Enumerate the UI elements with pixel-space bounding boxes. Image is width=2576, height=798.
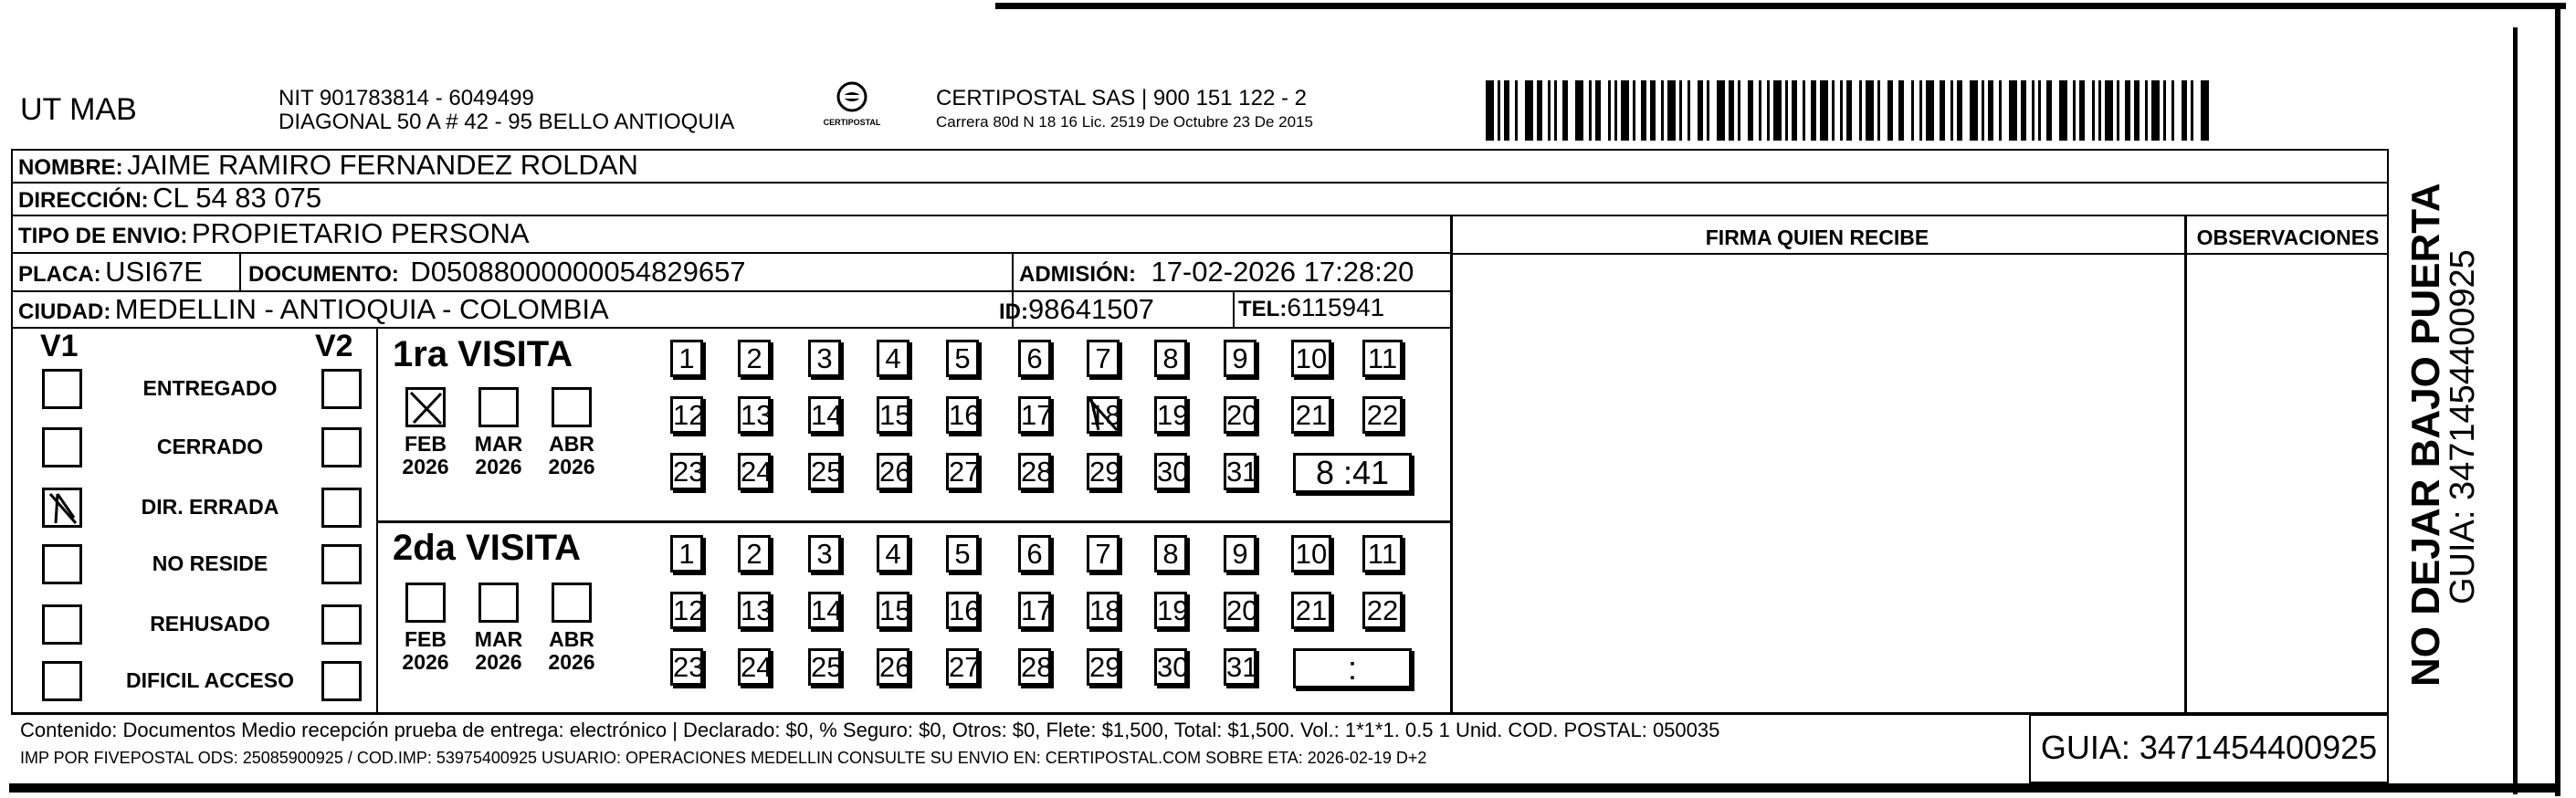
month-checkbox[interactable] (478, 583, 519, 623)
barcode-bar (1589, 80, 1592, 141)
side-warning: NO DEJAR BAJO PUERTA (2403, 183, 2448, 687)
v1-header: V1 (40, 329, 79, 363)
right-border-inner (2513, 27, 2518, 794)
barcode-bar (1679, 80, 1682, 141)
observaciones-header: OBSERVACIONES (2196, 226, 2380, 249)
v1-checkbox[interactable] (42, 604, 82, 645)
barcode-bar (1982, 80, 1984, 141)
day-box[interactable]: 20 (1224, 396, 1256, 434)
v2-checkbox[interactable] (321, 427, 362, 467)
barcode-bar (1898, 80, 1904, 141)
month-name: MAR (474, 627, 523, 651)
logo-text: CERTIPOSTAL (823, 118, 881, 127)
id-label: ID: (999, 299, 1028, 324)
cell-divider (1233, 290, 1235, 329)
right-border-outer (2555, 9, 2560, 796)
documento-label: DOCUMENTO: (248, 262, 399, 287)
v1-checkbox[interactable] (42, 427, 82, 467)
barcode-bar (1832, 80, 1835, 141)
barcode-bar (1575, 80, 1583, 141)
day-box[interactable]: 4 (877, 535, 909, 572)
barcode-bar (1919, 80, 1922, 141)
day-box[interactable]: 14 (808, 396, 841, 434)
day-box[interactable]: 31 (1224, 648, 1256, 686)
barcode-bar (1911, 80, 1914, 141)
cell-divider (239, 252, 241, 290)
barcode-bar (1877, 80, 1880, 141)
day-box[interactable]: 6 (1018, 340, 1051, 377)
tipo-label: TIPO DE ENVIO: (18, 224, 188, 248)
barcode-bar (2134, 80, 2140, 141)
barcode-bar (1988, 80, 1993, 141)
barcode-bar (1748, 80, 1753, 141)
certipostal-logo (813, 80, 891, 127)
day-box[interactable]: 30 (1154, 453, 1187, 490)
row-line (11, 252, 1450, 254)
day-box[interactable]: 20 (1224, 592, 1256, 629)
day-box[interactable]: 26 (877, 453, 909, 490)
v2-checkbox[interactable] (321, 604, 362, 645)
barcode-bar (2125, 80, 2130, 141)
day-box[interactable]: 5 (946, 340, 979, 377)
day-box[interactable]: 10 (1291, 535, 1331, 572)
barcode-bar (2171, 80, 2174, 141)
month-year: 2026 (475, 650, 522, 674)
day-box[interactable]: 21 (1291, 592, 1331, 629)
month-year: 2026 (402, 455, 449, 478)
day-box[interactable]: 11 (1362, 535, 1403, 572)
day-box[interactable] (1087, 396, 1120, 434)
month-year: 2026 (548, 455, 595, 478)
day-box[interactable]: 24 (738, 648, 771, 686)
barcode-bar (1641, 80, 1646, 141)
barcode-bar (1595, 80, 1601, 141)
barcode-bar (2059, 80, 2067, 141)
barcode-bar (1486, 80, 1494, 141)
nombre-row (18, 149, 638, 182)
barcode-bar (2098, 80, 2101, 141)
month-name: ABR (549, 432, 594, 456)
day-box[interactable]: 15 (877, 592, 909, 629)
day-box[interactable]: 12 (670, 592, 703, 629)
status-label: ENTREGADO (142, 376, 278, 400)
day-box[interactable]: 16 (946, 592, 979, 629)
barcode-bar (1840, 80, 1843, 141)
barcode-bar (1554, 80, 1557, 141)
day-box[interactable]: 13 (738, 396, 771, 434)
day-box[interactable]: 2 (738, 340, 771, 377)
barcode-bar (2105, 80, 2113, 141)
barcode-bar (1773, 80, 1782, 141)
barcode-bar (1548, 80, 1551, 141)
status-label: DIFICIL ACCESO (125, 668, 294, 692)
day-box[interactable]: 9 (1224, 535, 1256, 572)
barcode-bar (1661, 80, 1664, 141)
v2-header: V2 (315, 329, 353, 363)
sender-address: DIAGONAL 50 A # 42 - 95 BELLO ANTIOQUIA (279, 110, 735, 134)
v2-checkbox[interactable] (321, 661, 362, 701)
direccion-row (18, 182, 321, 215)
barcode-bar (2145, 80, 2148, 141)
admision-value: 17-02-2026 17:28:20 (1151, 256, 1414, 288)
barcode-bar (2032, 80, 2035, 141)
day-box[interactable]: 28 (1018, 648, 1051, 686)
barcode-bar (1650, 80, 1656, 141)
barcode-bar (1759, 80, 1761, 141)
ciudad-label: CIUDAD: (18, 299, 111, 324)
day-box[interactable]: 4 (877, 340, 909, 377)
barcode-bar (1515, 80, 1518, 141)
barcode-bar (1537, 80, 1542, 141)
day-box[interactable]: 15 (877, 396, 909, 434)
time-box[interactable]: 8 :41 (1293, 453, 1412, 493)
id-field (999, 293, 1154, 326)
direccion-label: DIRECCIÓN: (18, 188, 149, 213)
row-line (11, 215, 2389, 216)
barcode-bar (2038, 80, 2041, 141)
month-label (396, 628, 455, 674)
status-label: DIR. ERRADA (141, 495, 279, 519)
barcode-bar (1820, 80, 1828, 141)
logo-icon (832, 80, 872, 113)
barcode-bar (1887, 80, 1893, 141)
admision-label: ADMISIÓN: (1019, 262, 1136, 287)
barcode-bar (1785, 80, 1788, 141)
barcode-bar (1811, 80, 1816, 141)
barcode-bar (1717, 80, 1725, 141)
documento-field (248, 256, 746, 289)
day-box[interactable]: 1 (670, 535, 703, 572)
barcode-bar (1999, 80, 2002, 141)
v1-checkbox[interactable] (42, 488, 82, 528)
v1-checkbox[interactable] (42, 544, 82, 584)
day-box[interactable]: 25 (808, 648, 841, 686)
barcode-bar (2117, 80, 2119, 141)
barcode-bar (1866, 80, 1874, 141)
ciudad-field (18, 293, 609, 326)
month-label (469, 628, 528, 674)
day-box[interactable]: 23 (670, 648, 703, 686)
month-label (469, 433, 528, 478)
day-box[interactable]: 30 (1154, 648, 1187, 686)
v2-checkbox[interactable] (321, 488, 362, 528)
barcode-bar (1729, 80, 1734, 141)
day-box[interactable]: 27 (946, 453, 979, 490)
day-box[interactable]: 9 (1224, 340, 1256, 377)
x-mark-icon (1086, 394, 1122, 436)
barcode-bar (2009, 80, 2017, 141)
visit1-title: 1ra VISITA (393, 334, 573, 374)
col-header-line (1450, 253, 2389, 255)
id-value: 98641507 (1028, 293, 1154, 325)
day-box[interactable]: 11 (1362, 340, 1403, 377)
barcode-bar (1767, 80, 1770, 141)
v1-checkbox[interactable] (42, 369, 82, 409)
v2-checkbox[interactable] (321, 369, 362, 409)
day-box[interactable]: 17 (1018, 592, 1051, 629)
bottom-border (9, 783, 2557, 793)
month-year: 2026 (475, 455, 522, 478)
footer-imp: IMP POR FIVEPOSTAL ODS: 25085900925 / COD.IMP: 53975400925 USUARIO: OPERACIONES MEDELLIN CONSULTE SU ENVIO EN: CERTIPOSTAL.COM SOBRE ETA: 2026-02-19 D+2 (20, 749, 1427, 767)
day-box[interactable]: 26 (877, 648, 909, 686)
documento-value: D05088000000054829657 (410, 256, 746, 288)
month-year: 2026 (402, 650, 449, 674)
x-mark-icon (408, 390, 445, 426)
day-box[interactable]: 22 (1362, 592, 1403, 629)
day-box[interactable]: 29 (1087, 453, 1120, 490)
barcode-bar (2191, 80, 2193, 141)
barcode-bar (2201, 80, 2209, 141)
barcode-bar (1621, 80, 1629, 141)
barcode-bar (1950, 80, 1953, 141)
company-license: Carrera 80d N 18 16 Lic. 2519 De Octubre 23 De 2015 (936, 113, 1313, 131)
day-box[interactable]: 5 (946, 535, 979, 572)
day-number: 18 (1089, 399, 1121, 431)
barcode-bar (1707, 80, 1709, 141)
day-box[interactable]: 7 (1087, 535, 1120, 572)
barcode-bar (1970, 80, 1978, 141)
company-name: CERTIPOSTAL SAS | 900 151 122 - 2 (936, 86, 1307, 110)
barcode-bar (1688, 80, 1690, 141)
barcode-bar (2163, 80, 2166, 141)
sender-nit: NIT 901783814 - 6049499 (279, 86, 534, 110)
day-box[interactable]: 28 (1018, 453, 1051, 490)
day-box[interactable]: 23 (670, 453, 703, 490)
month-checkbox[interactable] (552, 583, 592, 623)
placa-value: USI67E (105, 256, 203, 288)
day-box[interactable]: 3 (808, 340, 841, 377)
day-box[interactable]: 31 (1224, 453, 1256, 490)
month-checkbox[interactable] (552, 387, 592, 427)
month-checkbox[interactable] (478, 387, 519, 427)
barcode-bar (1940, 80, 1945, 141)
barcode-bar (1738, 80, 1740, 141)
month-checkbox[interactable] (405, 583, 446, 623)
day-box[interactable]: 2 (738, 535, 771, 572)
day-box[interactable]: 13 (738, 592, 771, 629)
day-box[interactable]: 3 (808, 535, 841, 572)
day-box[interactable]: 25 (808, 453, 841, 490)
ciudad-value: MEDELLIN - ANTIOQUIA - COLOMBIA (114, 293, 609, 325)
barcode-bar (1525, 80, 1533, 141)
barcode-bar (2092, 80, 2095, 141)
day-box[interactable]: 19 (1154, 396, 1187, 434)
barcode-bar (1667, 80, 1676, 141)
month-name: MAR (474, 432, 523, 456)
month-name: FEB (405, 432, 447, 456)
barcode-bar (2182, 80, 2187, 141)
firma-divider (1450, 215, 1453, 715)
day-box[interactable]: 6 (1018, 535, 1051, 572)
barcode-bar (1504, 80, 1509, 141)
day-box[interactable]: 18 (1087, 592, 1120, 629)
barcode-bar (1608, 80, 1611, 141)
day-box[interactable]: 29 (1087, 648, 1120, 686)
visit2-title: 2da VISITA (393, 528, 581, 568)
admision-field (1019, 256, 1414, 289)
tipo-value: PROPIETARIO PERSONA (191, 217, 530, 249)
day-box[interactable]: 24 (738, 453, 771, 490)
barcode-bar (1614, 80, 1617, 141)
nombre-label: NOMBRE: (18, 155, 123, 180)
tel-value: 6115941 (1287, 293, 1385, 321)
v2-checkbox[interactable] (321, 544, 362, 584)
day-box[interactable]: 14 (808, 592, 841, 629)
barcode-bar (2079, 80, 2085, 141)
barcode-bar (1926, 80, 1934, 141)
day-box[interactable]: 22 (1362, 396, 1403, 434)
barcode-bar (1957, 80, 1962, 141)
month-label (542, 433, 601, 478)
barcode-bar (2046, 80, 2052, 141)
month-name: FEB (405, 627, 447, 651)
side-guia: GUIA: 3471454400925 (2444, 249, 2482, 604)
month-label (396, 433, 455, 478)
month-name: ABR (549, 627, 594, 651)
barcode-bar (2021, 80, 2026, 141)
barcode-bar (2151, 80, 2160, 141)
tipo-row (18, 217, 530, 250)
day-box[interactable]: 1 (670, 340, 703, 377)
sender-name: UT MAB (20, 92, 137, 127)
x-mark-icon (45, 490, 81, 527)
barcode-bar (1846, 80, 1852, 141)
barcode-bar (1498, 80, 1500, 141)
placa-field (18, 256, 203, 289)
v1-checkbox[interactable] (42, 661, 82, 701)
day-box[interactable]: 10 (1291, 340, 1331, 377)
placa-label: PLACA: (18, 262, 101, 287)
day-box[interactable]: 17 (1018, 396, 1051, 434)
status-label: REHUSADO (150, 612, 270, 635)
top-border (995, 3, 2566, 9)
day-box[interactable]: 8 (1154, 340, 1187, 377)
month-year: 2026 (548, 650, 595, 674)
status-label: CERRADO (156, 435, 264, 458)
barcode-bar (1792, 80, 1797, 141)
firma-header: FIRMA QUIEN RECIBE (1705, 226, 1929, 249)
nombre-value: JAIME RAMIRO FERNANDEZ ROLDAN (127, 149, 638, 181)
guia-number: GUIA: 3471454400925 (2040, 729, 2378, 766)
barcode-bar (2073, 80, 2076, 141)
month-label (542, 628, 601, 674)
day-box[interactable]: 16 (946, 396, 979, 434)
time-box[interactable]: : (1293, 648, 1412, 688)
day-box[interactable]: 27 (946, 648, 979, 686)
month-checkbox[interactable] (405, 387, 446, 427)
obs-divider (2184, 215, 2187, 715)
barcode-bar (1633, 80, 1635, 141)
barcode-bar (1803, 80, 1805, 141)
status-label: NO RESIDE (152, 551, 268, 575)
day-box[interactable]: 7 (1087, 340, 1120, 377)
tel-label: TEL: (1238, 297, 1288, 321)
barcode-bar (1698, 80, 1703, 141)
visits-split (376, 520, 1450, 523)
barcode-bar (1562, 80, 1568, 141)
barcode-bar (1859, 80, 1862, 141)
day-box[interactable]: 21 (1291, 396, 1331, 434)
tel-field (1238, 293, 1384, 322)
footer-contents: Contenido: Documentos Medio recepción prueba de entrega: electrónico | Declarado: $0, % Seguro: $0, Otros: $0, Flete: $1,500, Total: $1,500. Vol.: 1*1*1. 0.5 1 Unid. COD. POSTAL: 050035 (20, 719, 1720, 741)
row-line (11, 182, 2389, 184)
day-box[interactable]: 8 (1154, 535, 1187, 572)
direccion-value: CL 54 83 075 (152, 182, 322, 214)
day-box[interactable]: 19 (1154, 592, 1187, 629)
day-box[interactable]: 12 (670, 396, 703, 434)
visits-divider (376, 327, 378, 712)
